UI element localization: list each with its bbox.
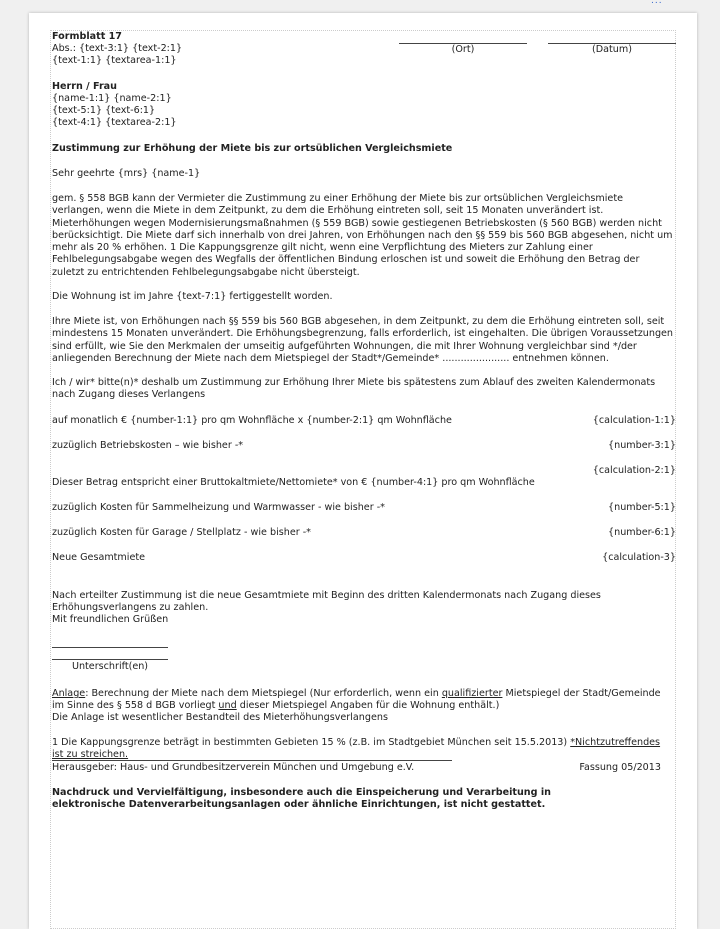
calc-row-3-value: {calculation-2:1} [592, 465, 676, 476]
calc-row-2-value: {number-3:1} [608, 440, 676, 451]
footnote [52, 737, 674, 762]
calc-row-1-label: auf monatlich € {number-1:1} pro qm Wohnfläche x {number-2:1} qm Wohnfläche [52, 415, 452, 426]
calc-row-4-value: {number-5:1} [608, 502, 676, 513]
anlage-line-2: Die Anlage ist wesentlicher Bestandteil des Mieterhöhungsverlangens [52, 712, 388, 723]
anlage-label: Anlage [52, 688, 86, 699]
anlage-text-b: Mietspiegel der Stadt/Gemeinde im Sinne des § 558 d BGB vorliegt [52, 688, 661, 712]
place-label: (Ort) [451, 44, 475, 55]
date-label: (Datum) [592, 44, 632, 55]
sender-line-2: {text-1:1} {textarea-1:1} [52, 55, 177, 66]
copyright-notice: Nachdruck und Vervielfältigung, insbesondere auch die Einspeicherung und Verarbeitung in elektronische Datenverarbeitungsanlagen oder ähnliche Einrichtungen, ist nicht gestattet. [52, 787, 551, 811]
recipient-heading: Herrn / Frau [52, 81, 117, 92]
regards: Mit freundlichen Grüßen [52, 614, 169, 625]
calc-row-6-label: Neue Gesamtmiete [52, 552, 146, 563]
anlage-und: und [218, 700, 237, 712]
form-number: Formblatt 17 [52, 31, 122, 42]
calc-row-6-value: {calculation-3} [602, 552, 676, 563]
sender-line-1: Abs.: {text-3:1} {text-2:1} [52, 43, 183, 54]
subject: Zustimmung zur Erhöhung der Miete bis zur ortsüblichen Vergleichsmiete [52, 143, 453, 154]
publisher-name: Herausgeber: Haus- und Grundbesitzerverein München und Umgebung e.V. [52, 762, 415, 773]
footnote-divider [52, 760, 452, 761]
calc-row-1-value: {calculation-1:1} [592, 415, 676, 426]
calc-row-5-label: zuzüglich Kosten für Garage / Stellplatz - wie bisher -* [52, 527, 311, 538]
anlage-text-a: : Berechnung der Miete nach dem Mietspiegel (Nur erforderlich, wenn ein [85, 688, 442, 699]
closing-paragraph: Nach erteilter Zustimmung ist die neue Gesamtmiete mit Beginn des dritten Kalendermonats nach Zugang dieses Erhöhungsverlangens zu zahlen. [52, 590, 601, 614]
anlage-text-c: dieser Mietspiegel Angaben für die Wohnung enthält.) [236, 700, 500, 712]
calc-row-3-label: Dieser Betrag entspricht einer Bruttokaltmiete/Nettomiete* von € {number-4:1} pro qm Wohnfläche [52, 477, 535, 488]
signature-label: Unterschrift(en) [71, 661, 149, 672]
signature-line-2 [52, 659, 168, 660]
publisher-version: Fassung 05/2013 [579, 762, 661, 773]
signature-line-1 [52, 647, 168, 648]
paragraph-1: gem. § 558 BGB kann der Vermieter die Zustimmung zu einer Erhöhung der Miete bis zur ortsüblichen Vergleichsmiete verlangen, wenn die Miete in dem Zeitpunkt, zu dem die Erhöhung eintreten soll, seit 15 Monaten unverändert ist. Mieterhöhungen wegen Modernisierungsmaßnahmen (§ 559 BGB) sowie gestiegenen Betriebskosten (§ 560 BGB) werden nicht berücksichtigt. Die Miete darf sich innerhalb von drei Jahren, von Erhöhungen nach den §§ 559 bis 560 BGB abgesehen, nicht um mehr als 20 % erhöhen. 1 Die Kappungsgrenze gilt nicht, wenn eine Verpflichtung des Mieters zur Zahlung einer Fehlbelegungsabgabe wegen des Wegfalls der öffentlichen Bindung erloschen ist und soweit die Erhöhung den Betrag der zuletzt zu entrichtenden Fehlbelegungsabgabe nicht übersteigt. [52, 193, 673, 278]
paragraph-3: Ihre Miete ist, von Erhöhungen nach §§ 559 bis 560 BGB abgesehen, in dem Zeitpunkt, zu dem die Erhöhung eintreten soll, seit mindestens 15 Monaten unverändert. Die Erhöhungsbegrenzung, falls erforderlich, ist eingehalten. Die übrigen Voraussetzungen sind erfüllt, wie Sie den Merkmalen der umseitig aufgeführten Wohnungen, die mit Ihrer Wohnung vergleichbar sind */der anliegenden Berechnung der Miete nach dem Mietspiegel der Stadt*/Gemeinde* ...................... entnehmen können. [52, 316, 674, 364]
document-page [29, 13, 697, 929]
recipient-line-3: {text-4:1} {textarea-2:1} [52, 117, 177, 128]
paragraph-2: Die Wohnung ist im Jahre {text-7:1} fertiggestellt worden. [52, 291, 333, 302]
recipient-line-2: {text-5:1} {text-6:1} [52, 105, 156, 116]
footnote-text: 1 Die Kappungsgrenze beträgt in bestimmten Gebieten 15 % (z.B. im Stadtgebiet München seit 15.5.2013) [52, 737, 571, 748]
footnote-underlined: *Nichtzutreffendes ist zu streichen. [52, 737, 661, 761]
greeting: Sehr geehrte {mrs} {name-1} [52, 168, 201, 179]
top-link[interactable]: ... [651, 0, 663, 6]
calc-row-4-label: zuzüglich Kosten für Sammelheizung und Warmwasser - wie bisher -* [52, 502, 385, 513]
calc-row-5-value: {number-6:1} [608, 527, 676, 538]
document-content [50, 30, 676, 929]
anlage-qualified: qualifizierter [441, 688, 503, 699]
anlage-paragraph [52, 688, 674, 713]
calc-row-2-label: zuzüglich Betriebskosten – wie bisher -* [52, 440, 244, 451]
paragraph-4: Ich / wir* bitte(n)* deshalb um Zustimmung zur Erhöhung Ihrer Miete bis spätestens zum Ablauf des zweiten Kalendermonats nach Zugang dieses Verlangens [52, 377, 656, 401]
recipient-line-1: {name-1:1} {name-2:1} [52, 93, 172, 104]
